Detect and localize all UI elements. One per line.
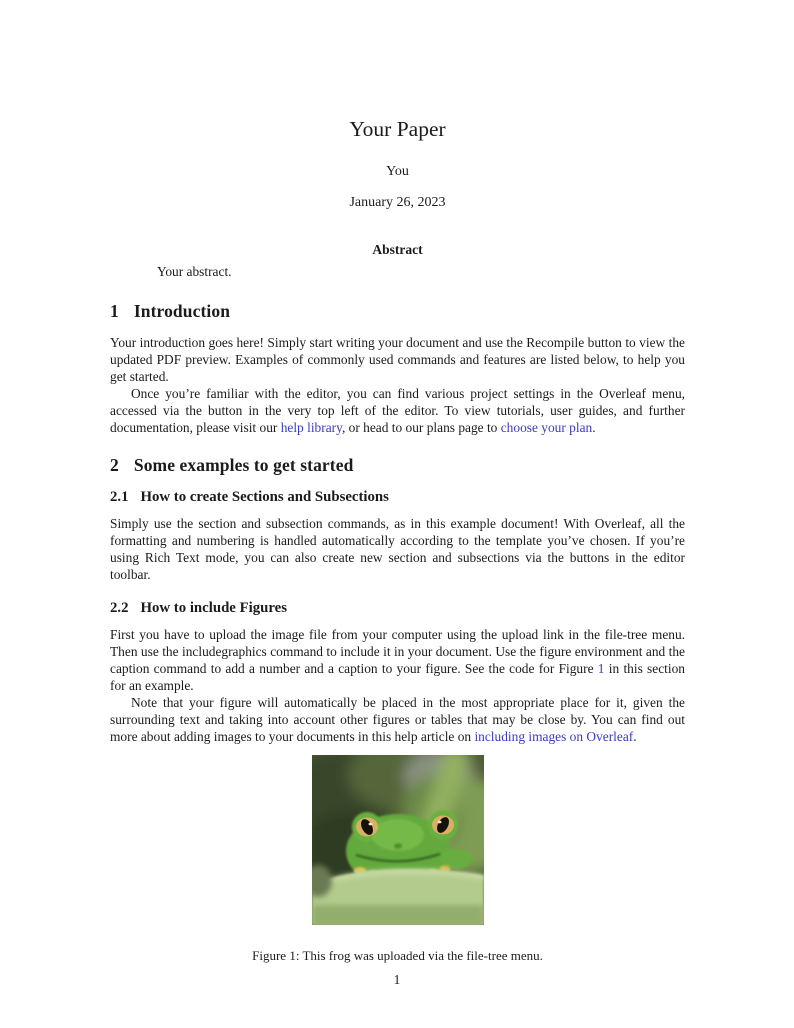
inline-link[interactable]: help library bbox=[280, 420, 342, 435]
section-2-2-heading bbox=[110, 599, 685, 618]
figure-1 bbox=[110, 755, 685, 964]
section-2-2-paragraph-2 bbox=[110, 694, 685, 745]
section-2-2-title: How to include Figures bbox=[140, 600, 287, 616]
inline-link[interactable]: including images on Overleaf bbox=[474, 729, 634, 744]
section-1-title: Introduction bbox=[133, 301, 231, 321]
paper-title: Your Paper bbox=[349, 117, 446, 141]
section-2-1-title: How to create Sections and Subsections bbox=[140, 489, 389, 505]
section-1-paragraph-1: Your introduction goes here! Simply start writing your document and use the Recompile button to view the updated PDF preview. Examples of commonly used commands and features are listed below, to help you get started. bbox=[110, 335, 685, 384]
inline-link[interactable]: choose your plan bbox=[500, 420, 593, 435]
text-segment: . bbox=[592, 420, 596, 435]
text-segment: , or head to our plans page to bbox=[341, 420, 501, 435]
text-segment: Once you’re familiar with the editor, you can find various project settings in the Overleaf menu, accessed via the button in the very top left of the editor. To view tutorials, user guides, and further documentation, please visit our bbox=[110, 386, 685, 435]
section-1-heading bbox=[110, 300, 685, 322]
frog-photo bbox=[312, 755, 484, 925]
abstract-body: Your abstract. bbox=[157, 264, 232, 279]
section-1-paragraph-2 bbox=[110, 385, 685, 436]
text-segment: in this section for an example. bbox=[110, 661, 685, 693]
section-1-number: 1 bbox=[110, 301, 119, 321]
text-segment: . bbox=[633, 729, 637, 744]
figure-1-caption: Figure 1: This frog was uploaded via the file-tree menu. bbox=[252, 948, 543, 963]
section-2-number: 2 bbox=[110, 455, 119, 475]
text-segment: Note that your figure will automatically be placed in the most appropriate place for it, given the surrounding text and taking into account other figures or tables that may be close by. You can find out more about adding images to your documents in this help article on bbox=[110, 695, 685, 744]
section-2-2-paragraph-1 bbox=[110, 626, 685, 694]
page-number: 1 bbox=[393, 972, 401, 987]
paper-date: January 26, 2023 bbox=[349, 195, 446, 210]
section-2-title: Some examples to get started bbox=[133, 455, 354, 475]
text-segment: First you have to upload the image file from your computer using the upload link in the file-tree menu. Then use the includegraphics command to include it in your document. Use the figure environment and the caption command to add a number and a caption to your figure. See the code for Figure bbox=[110, 627, 685, 676]
section-2-1-number: 2.1 bbox=[110, 489, 129, 505]
section-2-1-paragraph-1: Simply use the section and subsection commands, as in this example document! With Overleaf, all the formatting and numbering is handled automatically according to the template you’ve chosen. If you’re using Rich Text mode, you can also create new section and subsections via the buttons in the editor toolbar. bbox=[110, 516, 685, 582]
paper-author: You bbox=[386, 164, 409, 179]
inline-link[interactable]: 1 bbox=[597, 661, 605, 676]
abstract-heading: Abstract bbox=[372, 242, 423, 257]
section-2-2-number: 2.2 bbox=[110, 600, 129, 616]
section-2-heading bbox=[110, 454, 685, 476]
section-2-1-heading bbox=[110, 488, 685, 507]
